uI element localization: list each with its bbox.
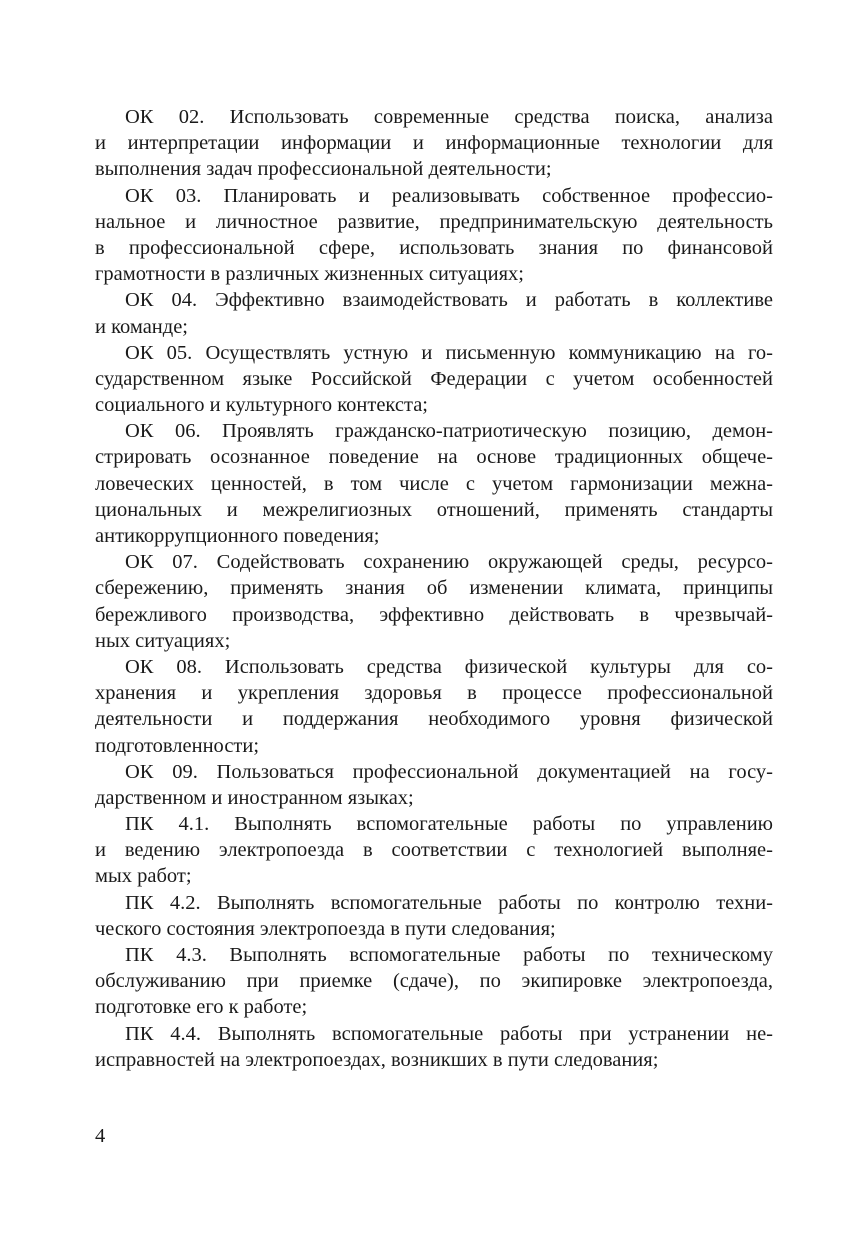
text-line: выполнения задач профессиональной деятельности; <box>95 158 552 181</box>
competency-paragraph <box>95 890 773 942</box>
text-line: ОК 05. Осуществлять устную и письменную коммуникацию на го- <box>125 341 773 364</box>
text-line: ческого состояния электропоезда в пути следования; <box>95 917 556 940</box>
text-line: социального и культурного контекста; <box>95 394 428 417</box>
text-line: деятельности и поддержания необходимого уровня физической <box>95 708 773 731</box>
text-line: грамотности в различных жизненных ситуациях; <box>95 263 524 286</box>
text-line: ОК 07. Содействовать сохранению окружающей среды, ресурсо- <box>125 551 773 574</box>
text-line: ОК 08. Использовать средства физической культуры для со- <box>125 655 773 678</box>
text-line: ОК 03. Планировать и реализовывать собственное профессио- <box>125 184 773 207</box>
competency-paragraph <box>95 811 773 890</box>
text-line: исправностей на электропоездах, возникших в пути следования; <box>95 1048 659 1071</box>
competency-paragraph <box>95 340 773 419</box>
text-line: подготовленности; <box>95 734 260 757</box>
text-line: ОК 06. Проявлять гражданско-патриотическую позицию, демон- <box>125 420 773 443</box>
competency-paragraph <box>95 1021 773 1073</box>
text-line: ОК 04. Эффективно взаимодействовать и работать в коллективе <box>125 289 773 312</box>
text-line: подготовке его к работе; <box>95 996 308 1019</box>
text-line: и ведению электропоезда в соответствии с технологией выполняе- <box>95 839 773 862</box>
competency-paragraph <box>95 418 773 549</box>
text-line: ПК 4.1. Выполнять вспомогательные работы по управлению <box>125 813 773 836</box>
text-line: хранения и укрепления здоровья в процессе профессиональной <box>95 682 773 705</box>
text-line: ловеческих ценностей, в том числе с учетом гармонизации межна- <box>95 472 773 495</box>
competency-paragraph <box>95 183 773 288</box>
competency-paragraph <box>95 104 773 183</box>
text-line: антикоррупционного поведения; <box>95 525 380 547</box>
text-line: сударственном языке Российской Федерации с учетом особенностей <box>95 367 773 390</box>
text-line: обслуживанию при приемке (сдаче), по экипировке электропоезда, <box>95 970 773 993</box>
page-number: 4 <box>95 1125 106 1147</box>
text-line: циональных и межрелигиозных отношений, применять стандарты <box>95 498 773 521</box>
competency-paragraph <box>95 654 773 759</box>
text-line: стрировать осознанное поведение на основе традиционных общече- <box>95 446 773 469</box>
competency-paragraph <box>95 942 773 1021</box>
text-line: ОК 02. Использовать современные средства поиска, анализа <box>125 106 773 128</box>
competency-paragraph <box>95 549 773 654</box>
text-line: ных ситуациях; <box>95 629 231 652</box>
text-line: нальное и личностное развитие, предпринимательскую деятельность <box>95 210 773 233</box>
competency-paragraph <box>95 287 773 339</box>
text-line: дарственном и иностранном языках; <box>95 786 414 809</box>
text-line: ПК 4.3. Выполнять вспомогательные работы по техническому <box>125 944 773 966</box>
text-line: в профессиональной сфере, использовать знания по финансовой <box>95 236 773 259</box>
text-line: бережливого производства, эффективно действовать в чрезвычай- <box>95 603 773 626</box>
competency-paragraph <box>95 759 773 811</box>
text-line: ОК 09. Пользоваться профессиональной документацией на госу- <box>125 760 773 783</box>
text-line: и интерпретации информации и информационные технологии для <box>95 132 773 155</box>
text-line: и команде; <box>95 315 189 338</box>
text-line: ПК 4.4. Выполнять вспомогательные работы при устранении не- <box>125 1022 773 1045</box>
text-line: ПК 4.2. Выполнять вспомогательные работы по контролю техни- <box>125 891 773 914</box>
text-line: мых работ; <box>95 865 192 888</box>
text-line: сбережению, применять знания об изменении климата, принципы <box>95 577 773 600</box>
document-body <box>95 104 773 1073</box>
